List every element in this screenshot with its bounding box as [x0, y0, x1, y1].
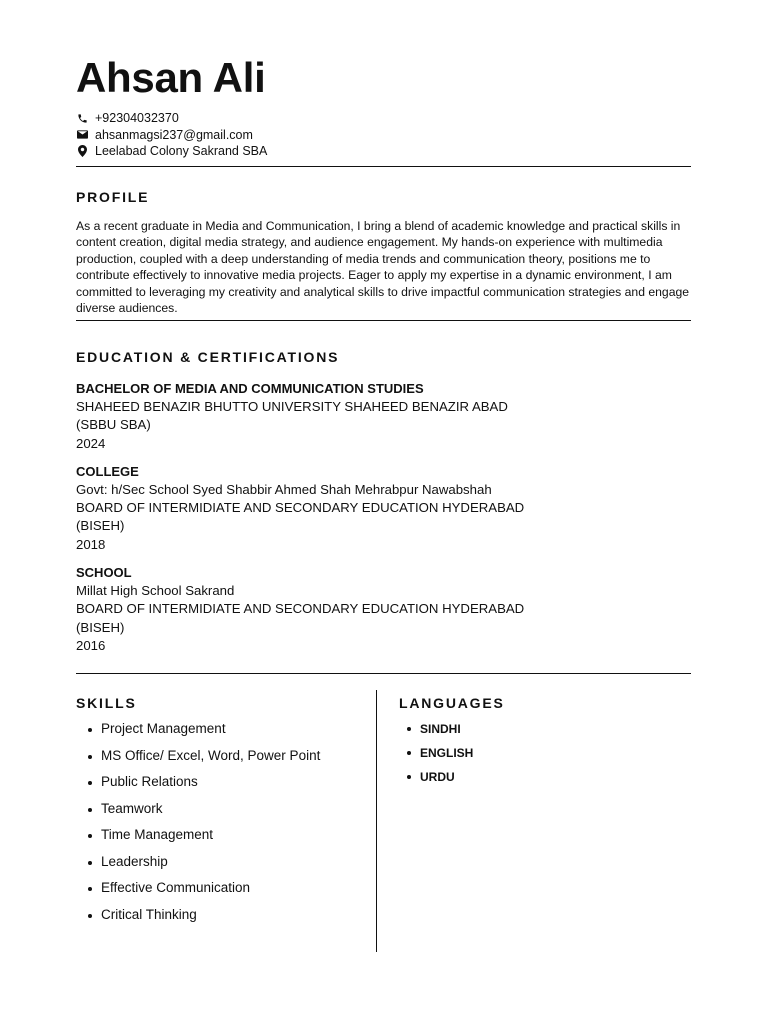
education-degree-title: COLLEGE	[76, 463, 139, 479]
profile-heading: PROFILE	[76, 189, 150, 205]
education-board-abbr: (BISEH)	[76, 619, 125, 635]
education-institution: Millat High School Sakrand	[76, 583, 235, 599]
list-item: ENGLISH	[399, 745, 679, 769]
education-list	[76, 380, 676, 655]
education-degree-title: BACHELOR OF MEDIA AND COMMUNICATION STUDIES	[76, 381, 424, 396]
list-item: Leadership	[76, 853, 366, 880]
contact-address	[76, 143, 476, 160]
languages-heading: LANGUAGES	[399, 695, 505, 711]
education-board: BOARD OF INTERMIDIATE AND SECONDARY EDUCATION HYDERABAD	[76, 601, 525, 617]
contact-email	[76, 127, 476, 144]
education-entry-school	[76, 564, 676, 655]
education-entry-bachelor	[76, 380, 676, 453]
languages-list	[399, 721, 679, 792]
list-item: Time Management	[76, 826, 366, 853]
email-icon	[76, 129, 88, 141]
contact-block	[76, 110, 476, 160]
skills-list	[76, 720, 366, 932]
education-year: 2018	[76, 536, 106, 552]
email-address: ahsanmagsi237@gmail.com	[95, 127, 253, 142]
education-year: 2024	[76, 435, 106, 451]
contact-phone	[76, 110, 476, 127]
header-divider	[76, 166, 691, 167]
phone-number: +92304032370	[95, 111, 179, 126]
list-item: Effective Communication	[76, 879, 366, 906]
education-year: 2016	[76, 637, 106, 653]
home-address: Leelabad Colony Sakrand SBA	[95, 144, 268, 159]
profile-divider	[76, 320, 691, 321]
list-item: Project Management	[76, 720, 366, 747]
list-item: URDU	[399, 769, 679, 793]
location-pin-icon	[76, 145, 88, 157]
education-degree-title: SCHOOL	[76, 565, 132, 581]
profile-summary: As a recent graduate in Media and Communication, I bring a blend of academic knowledge and practical skills in content creation, digital media strategy, and audience engagement. My hands-on experience with multimedia production, coupled with a deep understanding of media trends and communication theory, positions me to contribute effectively to innovative media projects. Eager to apply my expertise in a dynamic environment, I am committed to leveraging my creativity and analytical skills to drive impactful communication strategies and engage diverse audiences.	[76, 219, 690, 316]
education-institution-abbr: (SBBU SBA)	[76, 417, 151, 433]
education-entry-college	[76, 463, 676, 554]
column-divider	[376, 690, 377, 952]
list-item: MS Office/ Excel, Word, Power Point	[76, 747, 366, 774]
education-board-abbr: (BISEH)	[76, 518, 125, 534]
candidate-name: Ahsan Ali	[76, 54, 266, 101]
education-institution: SHAHEED BENAZIR BHUTTO UNIVERSITY SHAHEED BENAZIR ABAD	[76, 399, 508, 414]
education-divider	[76, 673, 691, 674]
list-item: Critical Thinking	[76, 906, 366, 933]
list-item: Public Relations	[76, 773, 366, 800]
education-heading: EDUCATION & CERTIFICATIONS	[76, 349, 340, 365]
phone-icon	[76, 112, 88, 124]
education-institution: Govt: h/Sec School Syed Shabbir Ahmed Shah Mehrabpur Nawabshah	[76, 481, 492, 497]
list-item: Teamwork	[76, 800, 366, 827]
skills-heading: SKILLS	[76, 695, 137, 711]
education-board: BOARD OF INTERMIDIATE AND SECONDARY EDUCATION HYDERABAD	[76, 500, 525, 516]
list-item: SINDHI	[399, 721, 679, 745]
